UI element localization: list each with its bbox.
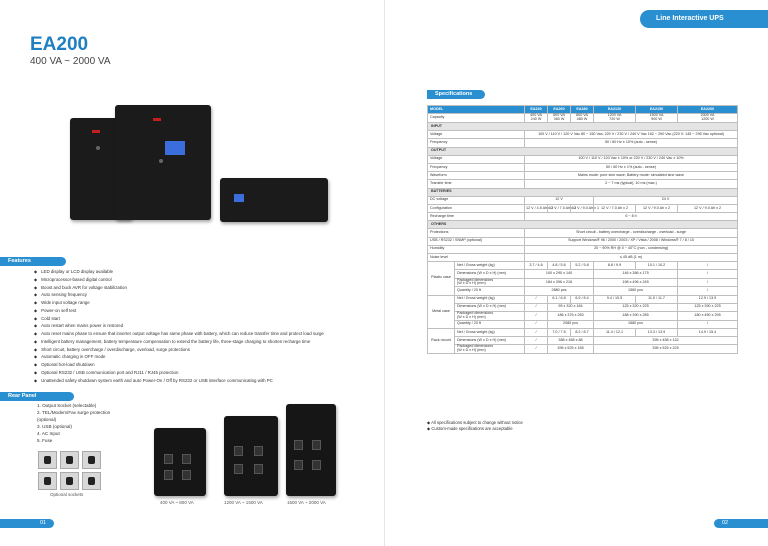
socket-icon [38, 451, 57, 469]
rear-panel-heading: Rear Panel [0, 392, 74, 401]
table-row: Quantity / 20 ft / 2080 pcs 1680 pcs / [428, 320, 738, 328]
socket-icon [60, 472, 79, 490]
table-header-row: MODEL EA240 EA260 EA280 EA2120 EA2150 EA2200 [428, 106, 738, 114]
note-line: ◆ Custom-made specifications are acceptable [427, 426, 513, 431]
table-row: Packaged dimensions (W x D x H) (mm) / 186 x 376 x 250 188 x 390 x 285 180 x 450 x 295 [428, 311, 738, 320]
feature-item: ◆ Auto sensing frequency [34, 291, 364, 299]
table-row: Quantity / 20 ft 2880 pcs 1560 pcs / [428, 287, 738, 295]
table-row: DC voltage 12 V 24 V [428, 196, 738, 204]
table-group-row: OTHERS [428, 221, 738, 229]
feature-item: ◆ Automatic charging in OFF mode [34, 353, 364, 361]
page-number-right: 02 [714, 519, 768, 528]
table-row: USB / RS232 / SNMP (optional) Support Windows® 98 / 2000 / 2003 / XP / Vista / 2008 / Windows® 7 / 8 / 10 [428, 237, 738, 245]
product-range: 400 VA ~ 2000 VA [30, 56, 111, 67]
ups-rear-large-image [286, 404, 336, 496]
rear-caption-small: 400 VA ~ 800 VA [160, 500, 194, 505]
feature-item: ◆ Boost and buck AVR for voltage stabilization [34, 284, 364, 292]
feature-item: ◆ Unattended safety shutdown system earth and auto Power-On / Off by RS232 or USB interface communicating with PC [34, 377, 364, 385]
spec-notes [427, 420, 523, 432]
table-row: Recharge time 6 ~ 8 h [428, 213, 738, 221]
table-row: Voltage 100 V / 110 V / 120 V Vac 80 ~ 150 Vac; 220 V / 230 V / 240 V Vac 162 ~ 290 Vac (220 V: 145 ~ 295 Vac optional) [428, 131, 738, 139]
ups-tower-lcd-image [115, 105, 211, 220]
brand-logo [92, 130, 100, 133]
ups-rack-image [220, 178, 328, 222]
feature-item: ◆ Optional RS232 / USB communication port and RJ11 / RJ45 protection [34, 369, 364, 377]
sockets-caption: Optional sockets [50, 492, 84, 497]
table-row: Noise level ≤ 45 dB (1 m) [428, 254, 738, 262]
rear-item: (optional) [37, 417, 57, 422]
ups-rear-medium-image [224, 416, 278, 496]
table-row: Transfer time 2 ~ 7 ms (typical), 10 ms (max.) [428, 180, 738, 188]
rear-item: 3. USB (optional) [37, 424, 72, 429]
lcd-screen [234, 194, 244, 202]
table-row: Plastic case Net / Gross weight (kg) 3.7 / 4.6 4.8 / 5.6 5.2 / 5.8 8.8 / 9.9 10.1 / 10.2 / [428, 262, 738, 270]
rear-caption-medium: 1200 VA ~ 1500 VA [224, 500, 263, 505]
table-group-row: BATTERIES [428, 188, 738, 196]
brand-logo [153, 118, 161, 121]
table-row: Dimensions (W x D x H) (mm) 100 x 290 x 140 146 x 386 x 175 / [428, 270, 738, 278]
rear-panel-list [37, 402, 110, 444]
table-row: Voltage 100 V / 110 V / 120 Vac ± 10% or 220 V / 230 V / 240 Vac ± 10% [428, 155, 738, 163]
features-list [34, 268, 364, 384]
table-group-row: INPUT [428, 123, 738, 131]
page-number-left: 01 [0, 519, 54, 528]
table-row: Humidity 20 ~ 90% RH @ 0 ~ 40°C (non - condensing) [428, 245, 738, 253]
table-row: Packaged dimensions (W x D x H) (mm) 184 x 396 x 216 198 x 496 x 245 / [428, 278, 738, 287]
feature-item: ◆ Intelligent battery management, battery temperature compensation to extend the battery life, three-stage charging to shorten recharge time [34, 338, 364, 346]
lcd-screen [165, 141, 185, 155]
features-heading: Features [0, 257, 66, 266]
rear-item: 2. TEL/Modem/Fax surge protection [37, 410, 111, 415]
table-row: Frequency 50 / 60 Hz ± 10% (auto - sense) [428, 139, 738, 147]
table-row: Metal case Net / Gross weight (kg) / 6.1 / 6.8 6.9 / 8.4 9.4 / 10.5 11.0 / 11.7 12.9 / 13.9 [428, 295, 738, 303]
socket-icon [82, 472, 101, 490]
ups-rear-small-image [154, 428, 206, 496]
feature-item: ◆ LED display or LCD display available [34, 268, 364, 276]
feature-item: ◆ Short circuit, battery overcharge / overdischarge, overload, surge protections [34, 346, 364, 354]
rear-item: 4. AC Input [37, 431, 60, 436]
specifications-table [427, 105, 738, 354]
specifications-heading: Specifications [427, 90, 485, 99]
feature-item: ◆ Power-on self test [34, 307, 364, 315]
feature-item: ◆ Wide input voltage range [34, 299, 364, 307]
table-row: Capacity 400 VA 240 W 600 VA 360 W 800 VA 480 W 1200 VA 720 W 1500 VA 900 W 2000 VA 1200 W [428, 114, 738, 123]
table-row: Dimensions (W x D x H) (mm) / 95 x 320 x 164 125 x 320 x 225 125 x 390 x 225 [428, 303, 738, 311]
socket-icon [82, 451, 101, 469]
table-row: Protections Short circuit - battery overcharge - overdischarge - overload - surge [428, 229, 738, 237]
feature-item: ◆ Optional hot-load shutdown [34, 361, 364, 369]
table-row: Rack mount Net / Gross weight (kg) / 7.0 / 7.5 8.2 / 8.7 11.4 / 12.1 13.3 / 13.9 14.9 / 15.4 [428, 328, 738, 336]
header-badge: Line Interactive UPS [640, 10, 768, 28]
rear-caption-large: 1500 VA ~ 2000 VA [287, 500, 326, 505]
socket-icon [60, 451, 79, 469]
feature-item: ◆ Microprocessor-based digital control [34, 276, 364, 284]
table-row: Configuration 12 V / 4.5 Ah x 1 12 V / 7.0 Ah x 1 12 V / 9.0 Ah x 1 12 V / 7.0 Ah x 2 12 V / 9.0 Ah x 2 12 V / 9.0 Ah x 2 [428, 204, 738, 212]
product-title: EA200 [30, 34, 89, 55]
feature-item: ◆ Auto restart when mains power is restored [34, 322, 364, 330]
page-divider [384, 0, 385, 546]
socket-icon [38, 472, 57, 490]
table-row: Waveform Mains mode: pure sine wave; Battery mode: simulated sine wave [428, 172, 738, 180]
table-group-row: OUTPUT [428, 147, 738, 155]
rear-item: 5. Fuse [37, 438, 53, 443]
table-row: Dimensions (W x D x H) (mm) / 388 x 458 x 88 395 x 458 x 132 [428, 337, 738, 345]
rear-item: 1. Output Socket (selectable) [37, 403, 97, 408]
table-row: Frequency 50 / 60 Hz ± 1% (auto - sense) [428, 163, 738, 171]
feature-item: ◆ Auto reset mains phase to ensure that inverter output voltage has same phase with battery, which can reduce transfer time and protect load surge [34, 330, 364, 338]
table-row: Packaged dimensions (W x D x H) (mm) / 395 x 525 x 185 395 x 525 x 225 [428, 345, 738, 354]
feature-item: ◆ Cold start [34, 315, 364, 323]
note-line: ◆ All specifications subject to change without notice [427, 420, 523, 425]
